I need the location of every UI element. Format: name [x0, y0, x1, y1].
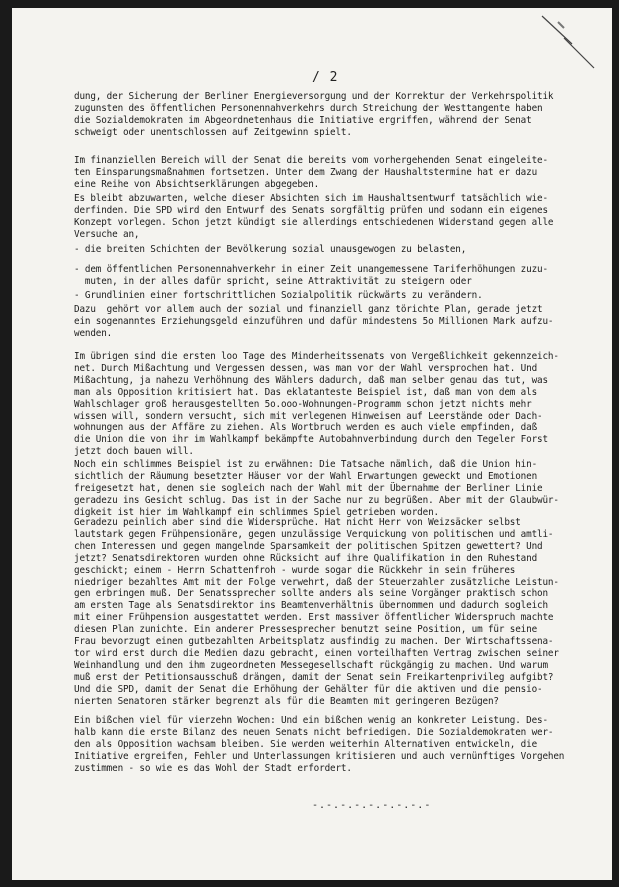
paragraph [74, 304, 594, 340]
text-line: Es bleibt abzuwarten, welche dieser Absichten sich im Haushaltsentwurf tatsächlich wie- [74, 193, 548, 204]
text-line: zugunsten des öffentlichen Personennahverkehrs durch Streichung der Westtangente haben [74, 102, 543, 114]
text-line: geschickt; einem - Herrn Schattenfroh - wurde sogar die Rückkehr in sein früheres [74, 564, 516, 576]
text-line: Konzept vorlegen. Schon jetzt kündigt sie allerdings entschiedenen Widerstand gegen alle [74, 216, 554, 228]
paragraph [74, 517, 594, 708]
paragraph [74, 351, 594, 458]
paragraph [74, 91, 594, 139]
text-line: freigesetzt hat, denen sie sogleich nach der Wahl mit der Übernahme der Berliner Linie [74, 482, 543, 494]
paragraph [74, 155, 594, 191]
text-line: tor wird erst durch die Medien dazu gebracht, einen vorteilhaften Vertrag zwischen seiner [74, 647, 559, 659]
text-line: den als Opposition wachsam bleiben. Sie werden weiterhin Alternativen entwickeln, die [74, 738, 538, 750]
text-line: digkeit ist hier im Wahlkampf ein schlimmes Spiel getrieben worden. [74, 506, 439, 518]
paragraph [74, 459, 594, 519]
text-line: mit einer Frühpension ausgestattet werden. Erst massiver öffentlicher Widerspruch machte [74, 612, 554, 624]
text-line: eine Reihe von Absichtserklärungen abgegeben. [74, 178, 320, 190]
text-line: Und die SPD, damit der Senat die Erhöhung der Gehälter für die aktiven und die pensio- [74, 683, 543, 695]
text-line: die Union die von ihr im Wahlkampf bekämpfte Autobahnverbindung durch den Tegeler Forst [74, 434, 548, 446]
paragraph [74, 244, 594, 256]
text-line: muß erst der Petitionsausschuß drängen, damit der Senat sein Freikartenprivileg aufgibt? [74, 671, 554, 683]
text-line: Initiative ergreifen, Fehler und Unterlassungen kritisieren und auch vernünftiges Vorgehen [74, 750, 565, 762]
document-page [12, 8, 612, 880]
text-line: jetzt? Senatsdirektoren wurden ohne Rücksicht auf ihre Qualifikation in den Ruhestand [74, 552, 538, 564]
text-line: wissen will, sondern versucht, sich mit verlegenen Hinweisen auf Leerstände oder Dach- [74, 410, 543, 422]
text-line: net. Durch Mißachtung und Vergessen dessen, was man vor der Wahl versprochen hat. Und [74, 362, 538, 374]
text-line: zustimmen - so wie es das Wohl der Stadt erfordert. [74, 762, 352, 774]
text-line: dung, der Sicherung der Berliner Energieversorgung und der Korrektur der Verkehrspolitik [74, 91, 554, 102]
text-line: - die breiten Schichten der Bevölkerung sozial unausgewogen zu belasten, [74, 244, 467, 255]
text-line: man als Opposition kritisiert hat. Das eklatanteste Beispiel ist, daß man von dem als [74, 386, 538, 398]
text-line: Noch ein schlimmes Beispiel ist zu erwähnen: Die Tatsache nämlich, daß die Union hin- [74, 459, 538, 470]
text-line: ein sogenanntes Erziehungsgeld einzuführen und dafür mindestens 5o Millionen Mark aufzu- [74, 315, 554, 327]
text-line: wenden. [74, 327, 113, 339]
text-line: sichtlich der Räumung besetzter Häuser vor der Wahl Erwartungen geweckt und Emotionen [74, 470, 538, 482]
text-line: Im übrigen sind die ersten loo Tage des Minderheitssenats von Vergeßlichkeit gekennzeich- [74, 351, 559, 362]
text-line: - Grundlinien einer fortschrittlichen Sozialpolitik rückwärts zu verändern. [74, 290, 483, 301]
paragraph [74, 715, 594, 775]
text-line: niedriger bezahltes Amt mit der Folge verwehrt, daß der Steuerzahler zusätzliche Leistun- [74, 576, 559, 588]
text-line: derfinden. Die SPD wird den Entwurf des Senats sorgfältig prüfen und sodann ein eigenes [74, 204, 548, 216]
text-line: chen Interessen und gegen mangelnde Sparsamkeit der politischen Spitzen gewettert? Und [74, 540, 543, 552]
text-line: am ersten Tage als Senatsdirektor ins Beamtenverhältnis übernommen und dadurch sogleich [74, 600, 548, 612]
text-line: jetzt doch bauen will. [74, 446, 194, 458]
paragraph [74, 264, 594, 288]
paragraph [74, 290, 594, 302]
paragraph [74, 193, 594, 241]
text-line: Versuche an, [74, 228, 140, 240]
text-line: Im finanziellen Bereich will der Senat die bereits vom vorhergehenden Senat eingeleite- [74, 155, 548, 166]
text-line: die Sozialdemokraten im Abgeordnetenhaus die Initiative ergriffen, während der Senat [74, 114, 532, 126]
text-line: Wahlschlager groß herausgestellten 5o.ooo-Wohnungen-Programm schon jetzt nichts mehr [74, 398, 532, 410]
text-line: Geradezu peinlich aber sind die Widersprüche. Hat nicht Herr von Weizsäcker selbst [74, 517, 521, 528]
text-line: diesen Plan zunichte. Ein anderer Pressesprecher benutzt seine Position, um für seine [74, 624, 538, 636]
text-line: schweigt oder unentschlossen auf Zeitgewinn spielt. [74, 126, 352, 138]
closing-separator: -.-.-.-.-.-.-.-.- [312, 800, 432, 811]
text-line: Frau bevorzugt einen gutbezahlten Arbeitsplatz ausfindig zu machen. Der Wirtschaftssena- [74, 636, 554, 648]
text-line: halb kann die erste Bilanz des neuen Senats nicht befriedigen. Die Sozialdemokraten wer- [74, 726, 554, 738]
text-line: Dazu gehört vor allem auch der sozial und finanziell ganz törichte Plan, gerade jetzt [74, 304, 543, 315]
text-line: nierten Senatoren stärker begrenzt als für die Beamten mit geringeren Bezügen? [74, 695, 499, 707]
text-line: gen erbringen muß. Der Senatssprecher sollte anders als seine Vorgänger praktisch schon [74, 588, 548, 600]
text-line: Weinhandlung und den ihm zugeordneten Messegesellschaft rückgängig zu machen. Und warum [74, 659, 548, 671]
text-line: geradezu ins Gesicht schlug. Das ist in der Sache nur zu begrüßen. Aber mit der Glaubwür- [74, 494, 559, 506]
text-line: Mißachtung, ja nahezu Verhöhnung des Wählers dadurch, daß man selber genau das tut, was [74, 374, 548, 386]
text-line: wohnungen aus der Affäre zu ziehen. Als Wortbruch werden es auch viele empfinden, daß [74, 422, 538, 434]
text-line: lautstark gegen Frühpensionäre, gegen unzulässige Verquickung von politischen und amtli- [74, 528, 554, 540]
text-line: ten Einsparungsmaßnahmen fortsetzen. Unter dem Zwang der Haushaltstermine hat er dazu [74, 166, 538, 178]
text-line: - dem öffentlichen Personennahverkehr in einer Zeit unangemessene Tariferhöhungen zuzu- [74, 264, 548, 275]
text-line: Ein bißchen viel für vierzehn Wochen: Und ein bißchen wenig an konkreter Leistung. Des- [74, 715, 548, 726]
text-line: muten, in der alles dafür spricht, seine Attraktivität zu steigern oder [74, 275, 472, 287]
page-number: / 2 [312, 70, 339, 85]
